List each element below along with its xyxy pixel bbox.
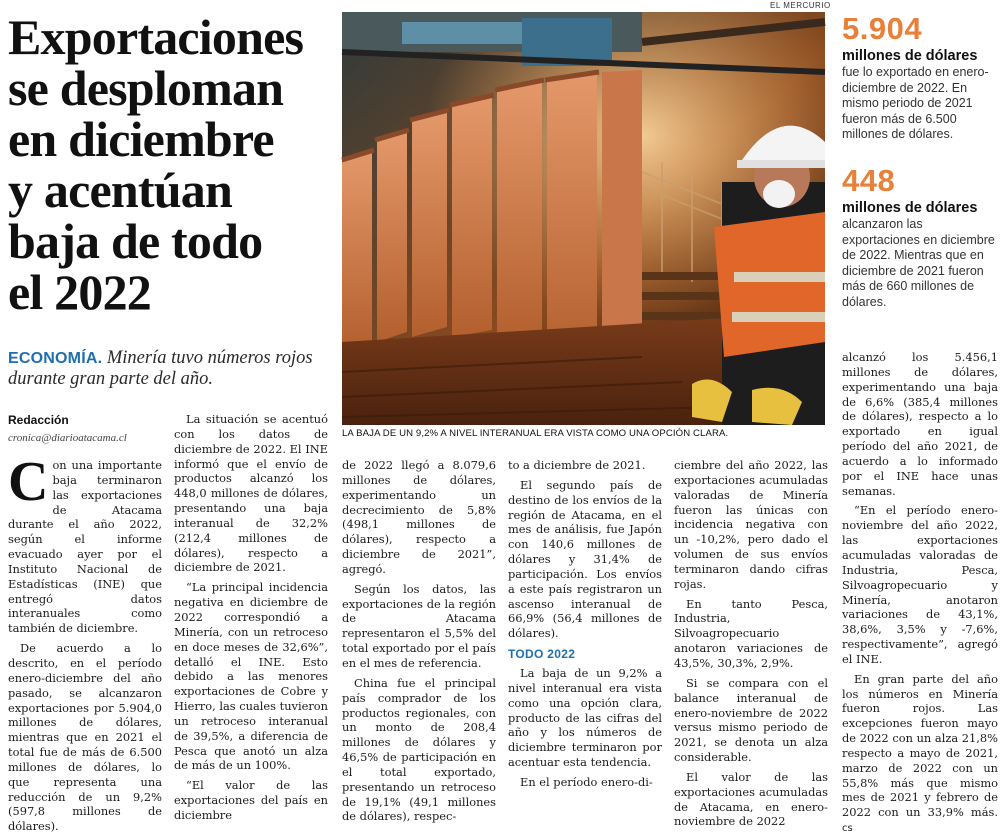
article-column-6 xyxy=(842,350,998,835)
headline-line: y acentúan xyxy=(8,162,232,218)
headline-line: en diciembre xyxy=(8,111,274,167)
body-paragraph: de 2022 llegó a 8.079,6 millones de dólares, experimentando un decrecimiento de 5,8% (498,1 millones de dólares), respecto a diciembre de 2021”, agregó. xyxy=(342,458,496,576)
article-column-4 xyxy=(508,458,662,789)
stat-description: alcanzaron las exportaciones en diciembre de 2022. Mientras que en diciembre de 2021 fueron más de 660 millones de dólares. xyxy=(842,217,995,309)
stat-block xyxy=(842,163,1000,310)
author-name: Redacción xyxy=(8,413,69,427)
copper-cathodes-photo xyxy=(342,12,825,425)
body-paragraph: “La principal incidencia negativa en diciembre de 2022 correspondió a Minería, con un retroceso en doce meses de 32,6%”, detalló el INE. Esto debido a las menores exportaciones de Cobre y Hierro, las cuales tuvieron un retroceso interanual de 39,5%, a diferencia de Pesca que anotó un alza de más de un 100%. xyxy=(174,580,328,773)
stat-block xyxy=(842,11,1000,143)
article-column-3 xyxy=(342,458,496,824)
body-paragraph: to a diciembre de 2021. xyxy=(508,458,646,472)
article-column-2 xyxy=(174,412,328,822)
body-paragraph-text: on una importante baja terminaron las exportaciones de Atacama durante el año 2022, según el informe evacuado ayer por el Instituto Nacional de Estadísticas (INE) que entregó datos interanuales como también de diciembre. xyxy=(8,458,162,636)
kicker xyxy=(8,348,338,390)
dropcap: C xyxy=(8,451,49,513)
body-paragraph: La baja de un 9,2% a nivel interanual era vista como una opción clara, producto de las cifras del año y los números de diciembre terminaron por acentuar esta tendencia. xyxy=(508,665,662,770)
body-paragraph: Según los datos, las exportaciones de la región de Atacama representaron el 5,5% del total exportado por el país en el mes de referencia. xyxy=(342,581,496,670)
article-column-5 xyxy=(674,458,828,829)
body-paragraph xyxy=(8,451,162,636)
headline-line: el 2022 xyxy=(8,264,151,320)
stat-number: 5.904 xyxy=(842,11,923,46)
headline-line: Exportaciones xyxy=(8,9,304,65)
headline-line: baja de todo xyxy=(8,213,263,269)
body-paragraph: China fue el principal país comprador de los productos regionales, con un monto de 208,4 millones de dólares y 46,5% de participación en el total exportado, presentando un retroceso de 19,1% (49,1 millones de dólares), respec- xyxy=(342,675,496,824)
author-email[interactable]: cronica@diarioatacama.cl xyxy=(8,432,127,444)
headline xyxy=(8,9,338,320)
photo-caption: LA BAJA DE UN 9,2% A NIVEL INTERANUAL ERA VISTA COMO UNA OPCIÓN CLARA. xyxy=(342,428,729,439)
stat-description: fue lo exportado en enero-diciembre de 2022. En mismo periodo de 2021 fueron más de 6.500 millones de dólares. xyxy=(842,65,989,141)
article-column-1 xyxy=(8,451,162,834)
body-paragraph: De acuerdo a lo descrito, en el período enero-diciembre del año pasado, se alcanzaron exportaciones por 5.904,0 millones de dólares, mientras que en 2021 el total fue de más de 6.500 millones de dólares, lo que representa una reducción de un 9,2% (597,8 millones de dólares). xyxy=(8,641,162,834)
body-paragraph: ciembre del año 2022, las exportaciones acumuladas valoradas de Minería fueron las únicas con incidencia negativa con un -10,2%, pero dado el volumen de sus envíos terminaron dando cifras rojas. xyxy=(674,458,828,591)
photo-credit: EL MERCURIO xyxy=(770,1,831,10)
kicker-text: Minería tuvo números rojos durante gran parte del año. xyxy=(8,348,313,389)
stat-unit: millones de dólares xyxy=(842,48,978,64)
stat-number: 448 xyxy=(842,163,896,198)
body-paragraph: El segundo país de destino de los envíos de la región de Atacama, en el mes de análisis, fue Japón con 140,6 millones de dólares y 31,4% de participación. Los envíos a este país registraron un ascenso interanual de 66,9% (56,4 millones de dólares). xyxy=(508,477,662,641)
photo-illustration xyxy=(342,12,825,425)
headline-line: se desploman xyxy=(8,60,284,116)
body-paragraph: En el período enero-di- xyxy=(520,774,653,789)
body-paragraph-text: En gran parte del año los números en Minería fueron rojos. Las excepciones fueron mayo de 2022 con un alza 21,8% respecto a mayo de 2021, marzo de 2022 con un 55,8% más que mismo mes de 2021 y febrero de 2022 con un 33,9% más. xyxy=(842,671,998,820)
stat-unit: millones de dólares xyxy=(842,200,978,216)
body-paragraph: En tanto Pesca, Industria, Silvoagropecuario anotaron variaciones de 43,5%, 30,3%, 2,9%. xyxy=(674,596,828,670)
body-paragraph: “En el período enero-noviembre del año 2022, las exportaciones acumuladas valoradas de Industria, Pesca, Silvoagropecuario y Minería, anotaron variaciones de 43,1%, 38,6%, 3,5% y -7,6%, respectivamente”, agregó el INE. xyxy=(842,503,998,666)
body-paragraph xyxy=(842,672,998,837)
section-tag: ECONOMÍA. xyxy=(8,350,103,367)
subheading: TODO 2022 xyxy=(508,647,576,662)
body-paragraph: Si se compara con el balance interanual de enero-noviembre de 2022 versus mismo periodo de 2021, se denota un alza considerable. xyxy=(674,675,828,765)
body-paragraph: “El valor de las exportaciones del país en diciembre xyxy=(174,778,328,822)
body-paragraph: alcanzó los 5.456,1 millones de dólares, experimentando una baja de 6,6% (385,4 millones de dólares), respecto a lo exportado en igual período del año 2021, de acuerdo a lo informado por el INE hace unas semanas. xyxy=(842,350,998,498)
body-paragraph: El valor de las exportaciones acumuladas de Atacama, en enero-noviembre de 2022 xyxy=(674,769,828,829)
body-paragraph: La situación se acentuó con los datos de diciembre de 2022. El INE informó que el envío de productos alcanzó los 448,0 millones de dólares, presentando una baja interanual de 32,2% (212,4 millones de dólares), respecto a diciembre de 2021. xyxy=(174,412,328,575)
end-mark-icon: cs xyxy=(842,823,853,835)
byline xyxy=(8,413,168,446)
